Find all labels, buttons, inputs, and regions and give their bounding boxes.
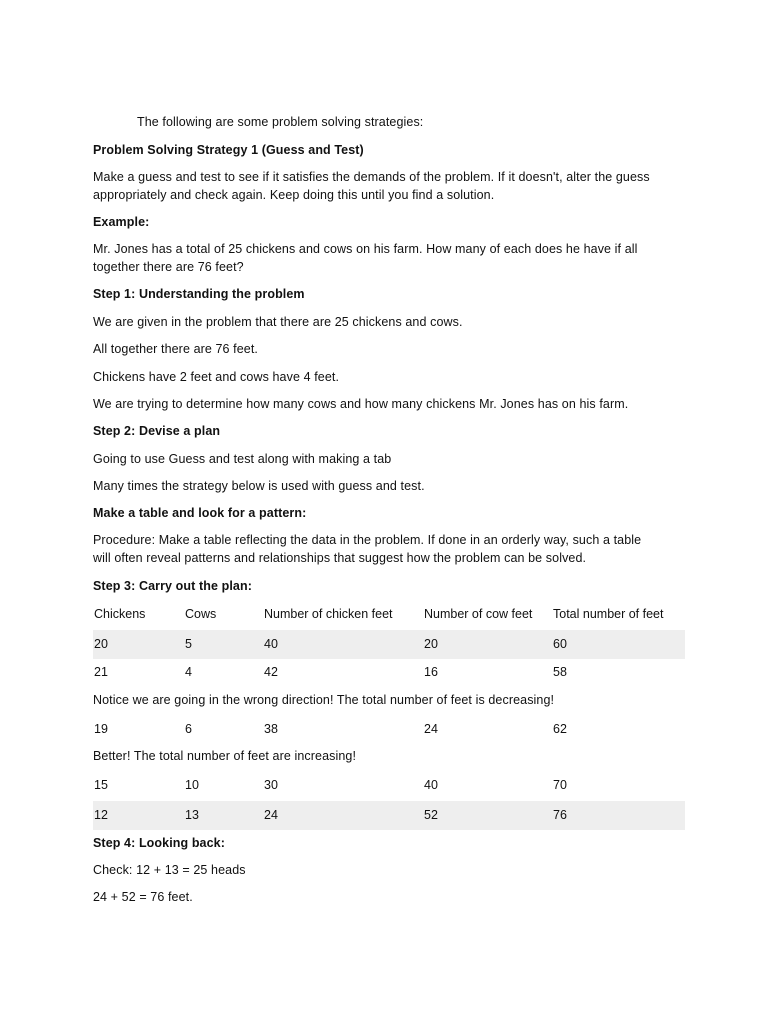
- table-cell: 4: [185, 665, 192, 679]
- example-line-1: Mr. Jones has a total of 25 chickens and cows on his farm. How many of each does he have if all: [93, 242, 638, 256]
- table-cell: 42: [264, 665, 278, 679]
- step3-heading: Step 3: Carry out the plan:: [93, 579, 252, 593]
- table-cell: 19: [94, 722, 108, 736]
- table-cell: 40: [424, 778, 438, 792]
- table-heading: Make a table and look for a pattern:: [93, 506, 307, 520]
- table-cell: 21: [94, 665, 108, 679]
- table-cell: 16: [424, 665, 438, 679]
- table-cell: 60: [553, 637, 567, 651]
- note-wrong-direction: Notice we are going in the wrong direction! The total number of feet is decreasing!: [93, 693, 555, 707]
- table-row: [93, 801, 685, 830]
- intro-text: The following are some problem solving strategies:: [137, 115, 424, 129]
- table-cell: 12: [94, 808, 108, 822]
- column-header: Number of cow feet: [424, 607, 533, 621]
- step4-heading: Step 4: Looking back:: [93, 836, 225, 850]
- strategy-title: Problem Solving Strategy 1 (Guess and Test): [93, 143, 364, 157]
- table-header-row: [93, 600, 685, 629]
- table-cell: 13: [185, 808, 199, 822]
- step2-line: Going to use Guess and test along with making a tab: [93, 452, 392, 466]
- table-cell: 15: [94, 778, 108, 792]
- table-cell: 10: [185, 778, 199, 792]
- procedure-line-2: will often reveal patterns and relationships that suggest how the problem can be solved.: [93, 551, 587, 565]
- table-cell: 20: [424, 637, 438, 651]
- step1-line: We are given in the problem that there are 25 chickens and cows.: [93, 315, 463, 329]
- table-row: [93, 630, 685, 659]
- column-header: Cows: [185, 607, 217, 621]
- step1-line: We are trying to determine how many cows and how many chickens Mr. Jones has on his farm.: [93, 397, 629, 411]
- table-cell: 30: [264, 778, 278, 792]
- table-cell: 5: [185, 637, 192, 651]
- strategy-desc-line-1: Make a guess and test to see if it satisfies the demands of the problem. If it doesn't, alter the guess: [93, 170, 650, 184]
- step1-heading: Step 1: Understanding the problem: [93, 287, 305, 301]
- column-header: Chickens: [94, 607, 146, 621]
- table-cell: 62: [553, 722, 567, 736]
- table-cell: 76: [553, 808, 567, 822]
- check-line-2: 24 + 52 = 76 feet.: [93, 890, 193, 904]
- table-cell: 24: [424, 722, 438, 736]
- column-header: Number of chicken feet: [264, 607, 393, 621]
- note-better: Better! The total number of feet are increasing!: [93, 749, 357, 763]
- example-heading: Example:: [93, 215, 150, 229]
- example-line-2: together there are 76 feet?: [93, 260, 244, 274]
- step2-heading: Step 2: Devise a plan: [93, 424, 221, 438]
- table-cell: 40: [264, 637, 278, 651]
- table-row: [93, 658, 685, 687]
- check-line-1: Check: 12 + 13 = 25 heads: [93, 863, 246, 877]
- table-cell: 38: [264, 722, 278, 736]
- table-cell: 20: [94, 637, 108, 651]
- step2-line: Many times the strategy below is used with guess and test.: [93, 479, 425, 493]
- procedure-line-1: Procedure: Make a table reflecting the data in the problem. If done in an orderly way, such a table: [93, 533, 642, 547]
- table-cell: 58: [553, 665, 567, 679]
- table-row: [93, 715, 685, 744]
- table-cell: 52: [424, 808, 438, 822]
- table-cell: 24: [264, 808, 278, 822]
- table-row: [93, 771, 685, 800]
- table-cell: 6: [185, 722, 192, 736]
- strategy-desc-line-2: appropriately and check again. Keep doing this until you find a solution.: [93, 188, 495, 202]
- column-header: Total number of feet: [553, 607, 664, 621]
- step1-line: Chickens have 2 feet and cows have 4 feet.: [93, 370, 340, 384]
- table-cell: 70: [553, 778, 567, 792]
- step1-line: All together there are 76 feet.: [93, 342, 259, 356]
